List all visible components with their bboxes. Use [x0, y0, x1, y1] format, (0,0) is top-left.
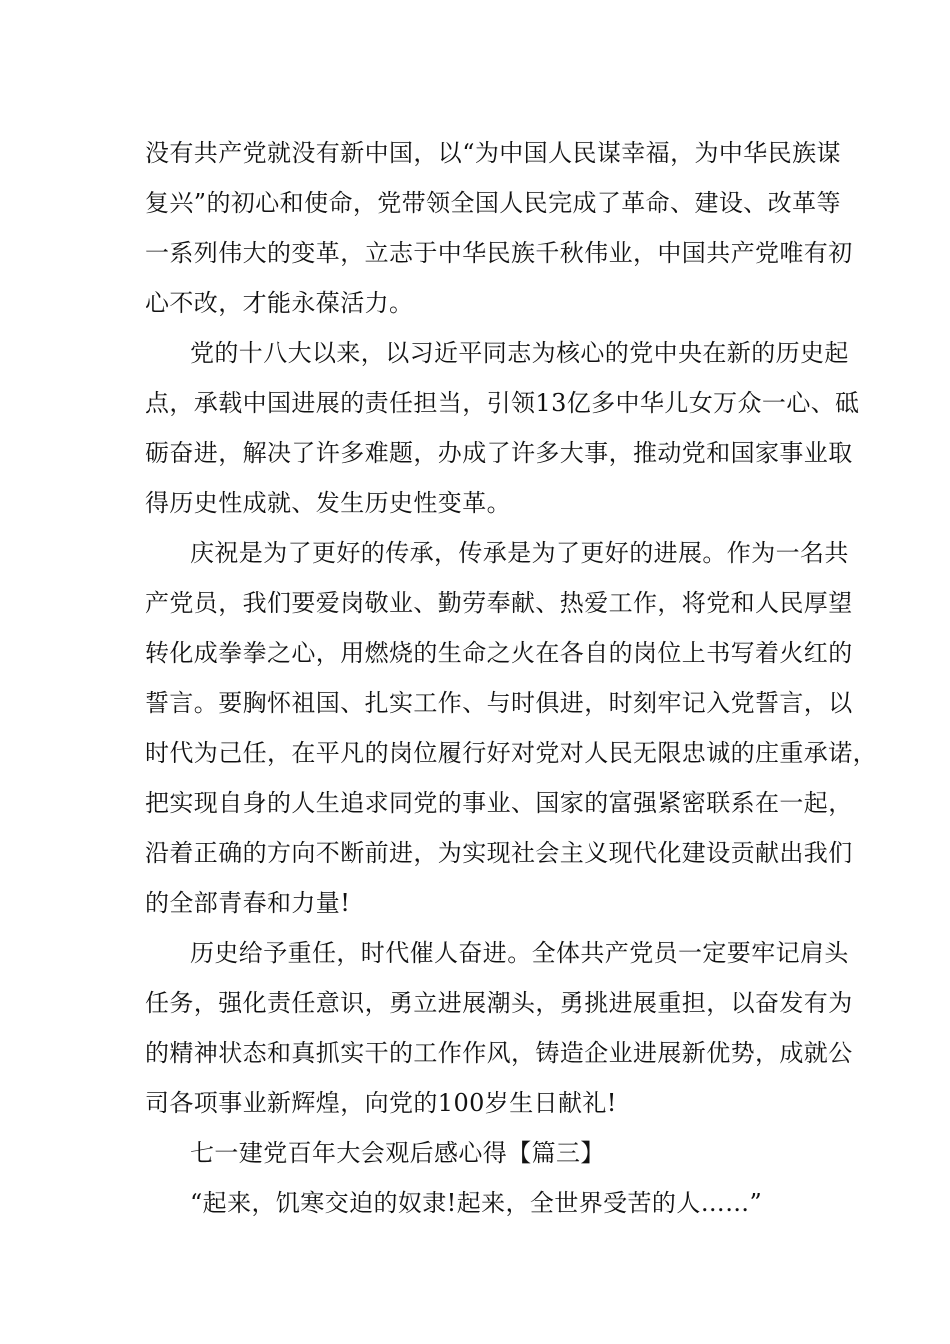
body-text-line: 时代为己任，在平凡的岗位履行好对党对人民无限忠诚的庄重承诺，	[145, 739, 877, 767]
body-text-line: 一系列伟大的变革，立志于中华民族千秋伟业，中国共产党唯有初	[145, 239, 853, 267]
body-text-line: 复兴”的初心和使命，党带领全国人民完成了革命、建设、改革等	[145, 189, 841, 217]
body-text-line: 产党员，我们要爱岗敬业、勤劳奉献、热爱工作，将党和人民厚望	[145, 589, 853, 617]
body-text-line: 转化成拳拳之心，用燃烧的生命之火在各自的岗位上书写着火红的	[145, 639, 853, 667]
quote-line: “起来，饥寒交迫的奴隶!起来，全世界受苦的人……”	[190, 1189, 763, 1217]
body-text-line: 的精神状态和真抓实干的工作作风，铸造企业进展新优势，成就公	[145, 1039, 853, 1067]
body-text-line: 把实现自身的人生追求同党的事业、国家的富强紧密联系在一起，	[145, 789, 853, 817]
section-heading: 七一建党百年大会观后感心得【篇三】	[190, 1139, 605, 1167]
body-text-line: 得历史性成就、发生历史性变革。	[145, 489, 511, 517]
body-text-line: 点，承载中国进展的责任担当，引领13亿多中华儿女万众一心、砥	[145, 389, 860, 417]
body-text-line: 的全部青春和力量!	[145, 889, 351, 917]
body-text-line: 司各项事业新辉煌，向党的100岁生日献礼!	[145, 1089, 617, 1117]
body-text-line: 砺奋进，解决了许多难题，办成了许多大事，推动党和国家事业取	[145, 439, 853, 467]
body-text-line: 沿着正确的方向不断前进，为实现社会主义现代化建设贡献出我们	[145, 839, 853, 867]
body-text-line: 没有共产党就没有新中国，以“为中国人民谋幸福，为中华民族谋	[145, 139, 841, 167]
body-text-line: 誓言。要胸怀祖国、扎实工作、与时俱进，时刻牢记入党誓言，以	[145, 689, 853, 717]
paragraph-first-line: 历史给予重任，时代催人奋进。全体共产党员一定要牢记肩头	[190, 939, 849, 967]
body-text-line: 心不改，才能永葆活力。	[145, 289, 414, 317]
paragraph-first-line: 庆祝是为了更好的传承，传承是为了更好的进展。作为一名共	[190, 539, 849, 567]
body-text-line: 任务，强化责任意识，勇立进展潮头，勇挑进展重担，以奋发有为	[145, 989, 853, 1017]
paragraph-first-line: 党的十八大以来，以习近平同志为核心的党中央在新的历史起	[190, 339, 849, 367]
